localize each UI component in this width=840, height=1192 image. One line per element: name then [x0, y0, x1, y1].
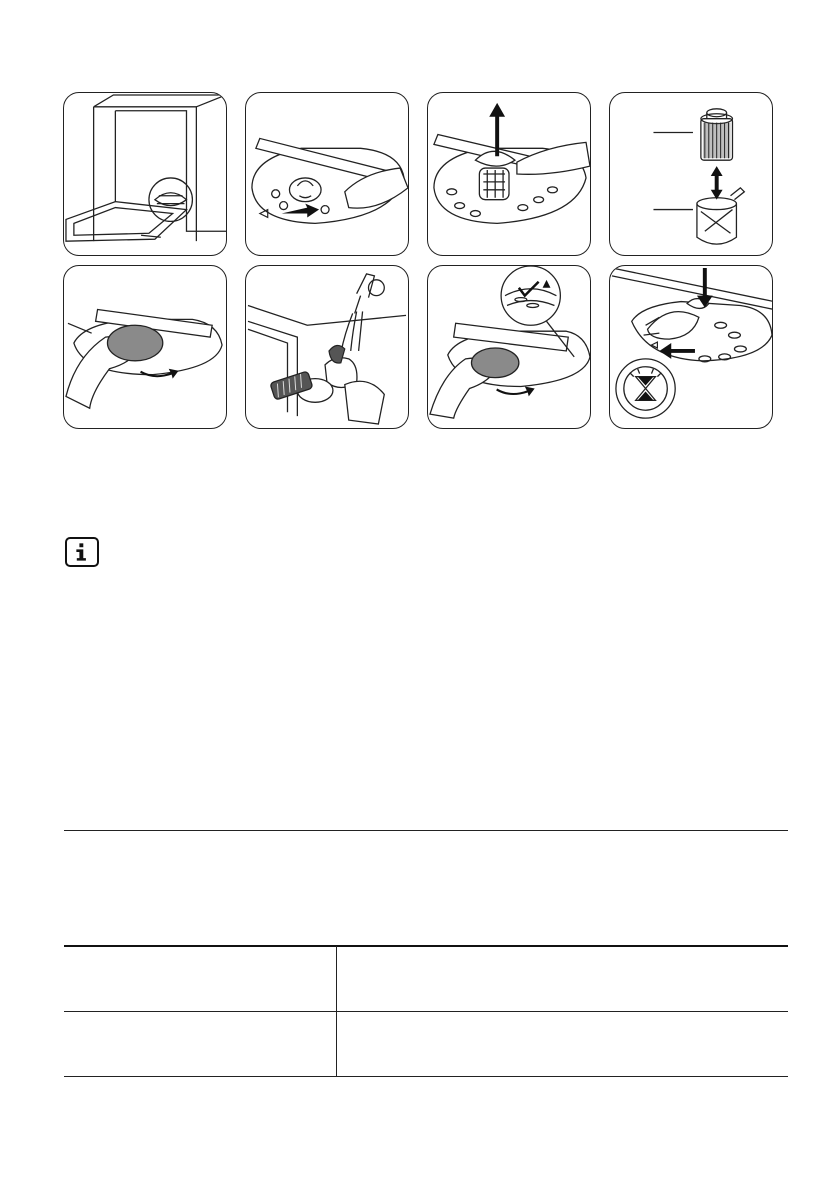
table-column-divider	[336, 946, 337, 1077]
step-8-illustration	[609, 265, 773, 429]
table-row-divider	[64, 1011, 788, 1012]
rinse-filters-icon	[246, 266, 408, 428]
reinstall-flat-filter-icon	[428, 266, 590, 428]
step-2-illustration	[245, 92, 409, 256]
separate-filter-icon	[610, 93, 772, 255]
turn-filter-icon	[246, 93, 408, 255]
step-4-illustration	[609, 92, 773, 256]
remove-flat-filter-icon	[64, 266, 226, 428]
step-5-illustration	[63, 265, 227, 429]
table-bottom-border	[64, 1076, 788, 1077]
insert-filter-lock-icon	[610, 266, 772, 428]
step-3-illustration	[427, 92, 591, 256]
lift-filter-icon	[428, 93, 590, 255]
table-top-border	[64, 945, 788, 947]
step-7-illustration	[427, 265, 591, 429]
dishwasher-open-door-icon	[64, 93, 226, 255]
section-divider	[64, 830, 788, 831]
information-icon	[65, 537, 99, 567]
step-1-illustration	[63, 92, 227, 256]
step-6-illustration	[245, 265, 409, 429]
